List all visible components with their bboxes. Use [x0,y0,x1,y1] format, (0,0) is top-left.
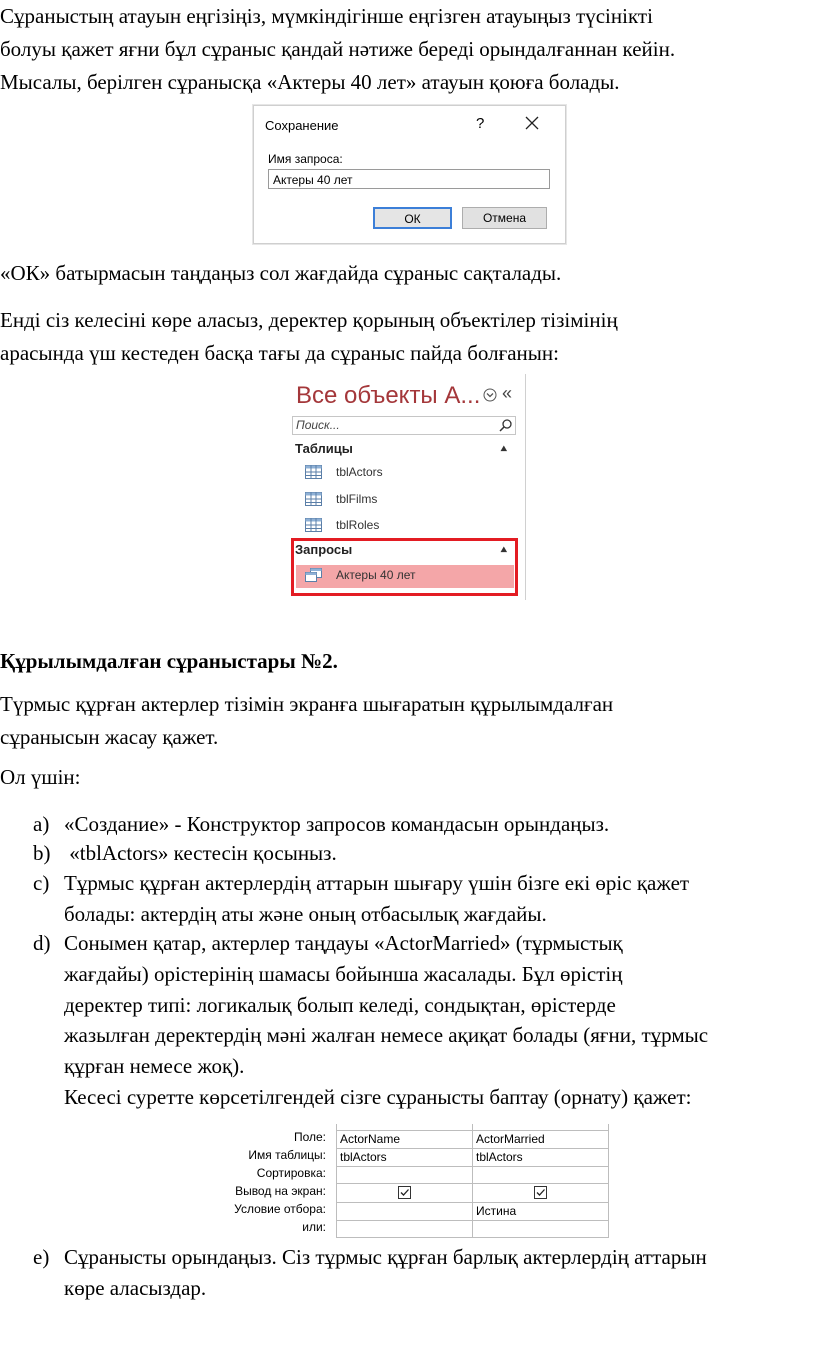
list-marker: a) [33,812,50,836]
row-label: Сортировка: [256,1166,326,1180]
list-marker: e) [33,1245,50,1269]
query-name-input[interactable]: Актеры 40 лет [268,169,550,189]
search-icon[interactable] [498,418,513,433]
dropdown-circle-icon[interactable] [483,388,497,402]
grid-cell-field[interactable]: ActorMarried [473,1130,609,1148]
list-marker: b) [33,841,51,865]
intro-line-1: Сұраныстың атауын еңгізіңіз, мүмкіндігінше еңгізген атауыңыз түсінікті [0,4,653,28]
list-item: Кесесі суретте көрсетілгендей сізге сұранысты баптау (орнату) қажет: [64,1085,692,1109]
chevron-up-double-icon[interactable]: ⯅ [499,543,509,557]
query-name-label: Имя запроса: [268,152,343,166]
grid-cell-sort[interactable] [473,1166,609,1183]
grid-cell-criteria[interactable]: Истина [473,1202,609,1220]
list-item: Тұрмыс құрған актерлердің аттарын шығару үшін бізге екі өріс қажет [64,871,690,895]
row-label: Имя таблицы: [248,1148,326,1162]
save-dialog [253,105,566,244]
help-button[interactable]: ? [476,115,485,132]
section-line-1: Түрмыс құрған актерлер тізімін экранға шығаратын құрылымдалған [0,692,614,716]
grid-cell-field[interactable]: ActorName [337,1130,473,1148]
close-icon[interactable] [524,115,540,131]
grid-cell-show[interactable] [337,1183,473,1202]
for-this: Ол үшін: [0,765,81,789]
dialog-title: Сохранение [265,118,339,133]
row-label: Условие отбора: [234,1202,326,1216]
grid-cell-or[interactable] [337,1220,473,1237]
highlight-box [291,538,518,596]
grid-cell-or[interactable] [473,1220,609,1237]
grid-cell-table[interactable]: tblActors [337,1148,473,1166]
list-item: құрған немесе жоқ). [64,1054,245,1078]
list-item: деректер типі: логикалық болып келеді, сондықтан, өрістерде [64,993,616,1017]
chevron-up-double-icon[interactable]: ⯅ [499,442,509,456]
list-item: жазылған деректердің мәні жалған немесе ақиқат болады (яғни, тұрмыс [64,1023,709,1047]
checkbox-checked-icon[interactable] [534,1186,547,1199]
list-item: Сұранысты орындаңыз. Сіз тұрмыс құрған барлық актерлердің аттарын [64,1245,707,1269]
intro-line-2: болуы қажет яғни бұл сұраныс қандай нәтиже береді орындалғаннан кейін. [0,37,676,61]
grid-table [336,1124,609,1238]
intro-line-3: Мысалы, берілген сұранысқа «Актеры 40 лет» атауын қоюға болады. [0,70,620,94]
grid-cell-table[interactable]: tblActors [473,1148,609,1166]
row-label: Поле: [293,1130,326,1144]
query-design-grid [214,1124,612,1239]
list-marker: d) [33,931,51,955]
objects-line-2: арасында үш кестеден басқа тағы да сұраныс пайда болғанын: [0,341,559,365]
table-icon [305,465,322,479]
list-item: көре аласыздар. [64,1276,207,1300]
collapse-pane-icon[interactable]: « [502,383,513,403]
section-line-2: сұранысын жасау қажет. [0,725,219,749]
grid-cell-show[interactable] [473,1183,609,1202]
nav-search-input[interactable] [292,416,516,435]
checkbox-checked-icon[interactable] [398,1186,411,1199]
list-item: «tblActors» кестесін қосыныз. [64,841,337,865]
objects-line-1: Енді сіз келесіні көре аласыз, деректер қорының объектілер тізімінің [0,308,618,332]
search-placeholder: Поиск... [296,418,340,432]
nav-pane-title[interactable]: Все объекты А... [296,382,481,409]
section-heading: Құрылымдалған сұраныстары №2. [0,649,338,673]
row-label: или: [302,1220,326,1234]
ok-instruction: «ОК» батырмасын таңдаңыз сол жағдайда сұраныс сақталады. [0,261,562,285]
nav-item-label: tblActors [336,465,383,479]
list-item: Сонымен қатар, актерлер таңдауы «ActorMarried» (тұрмыстық [64,931,623,955]
ok-button[interactable]: ОК [373,207,452,229]
list-marker: c) [33,871,50,895]
navigation-pane [287,374,526,600]
table-icon [305,518,322,532]
list-item: болады: актердің аты және оның отбасылық жағдайы. [64,902,547,926]
row-label: Вывод на экран: [235,1184,326,1198]
list-item: «Создание» - Конструктор запросов командасын орындаңыз. [64,812,610,836]
table-icon [305,492,322,506]
nav-item-label: tblFilms [336,492,378,506]
nav-item-label: Актеры 40 лет [336,568,416,582]
grid-cell-criteria[interactable] [337,1202,473,1220]
list-item: жағдайы) орістерінің шамасы бойынша жасалады. Бұл өрістің [64,962,623,986]
cancel-button[interactable]: Отмена [462,207,547,229]
tables-group-header[interactable]: Таблицы [295,441,353,456]
queries-group-header[interactable]: Запросы [295,542,353,557]
nav-item-label: tblRoles [336,518,380,532]
grid-cell-sort[interactable] [337,1166,473,1183]
